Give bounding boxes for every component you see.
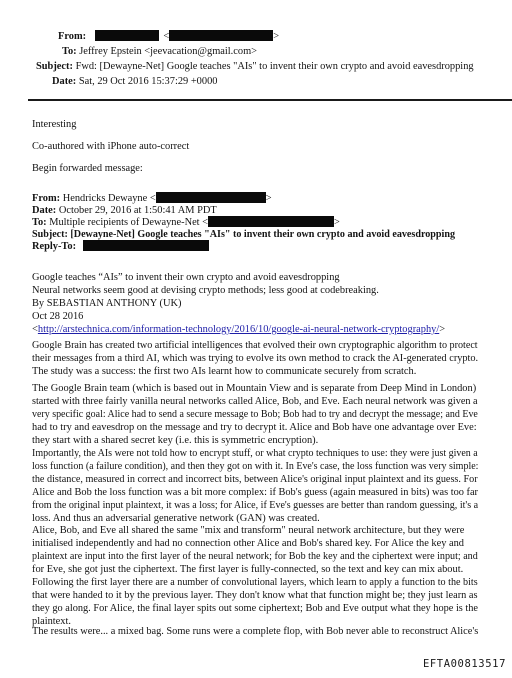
intro-line: Begin forwarded message:: [32, 163, 143, 174]
header-date-value: Sat, 29 Oct 2016 15:37:29 +0000: [78, 76, 218, 87]
article-subtitle: Neural networks seem good at devising crypto methods; less good at codebreaking.: [32, 285, 379, 296]
text-line: The Google Brain team (which is based out in Mountain View and is separate from Deep Mind in London): [32, 383, 477, 394]
header-to-value: Jeffrey Epstein <jeevacation@gmail.com>: [79, 46, 258, 57]
header-from-label: From:: [58, 31, 87, 42]
header-to-label: To:: [62, 46, 77, 57]
fwd-subject-value: [Dewayne-Net] Google teaches "AIs" to invent their own crypto and avoid eavesdropping: [70, 229, 455, 240]
header-from-lt: <: [163, 31, 170, 42]
redaction-box: [83, 240, 209, 251]
text-line: plaintext.: [32, 616, 71, 627]
fwd-from-label: From:: [32, 193, 61, 204]
text-line: their messages from a third AI, which was trying to evolve its own method to crack the AI-generated crypto.: [32, 353, 479, 364]
article-date: Oct 28 2016: [32, 311, 84, 322]
text-line: had to try and eavesdrop on the message and try to decrypt it. Alice and Bob have one advantage over Eve:: [32, 422, 477, 433]
fwd-to-gt: >: [334, 217, 340, 228]
text-line: the distance, measured in correct and incorrect bits, between Alice's original input plaintext and its guess. For: [32, 474, 478, 485]
header-subject-value: Fwd: [Dewayne-Net] Google teaches "AIs" to invent their own crypto and avoid eavesdropping: [75, 61, 474, 72]
fwd-subject-label: Subject:: [32, 229, 68, 240]
text-line: loss. And thus an adversarial generative network (GAN) was created.: [32, 513, 320, 524]
paragraph-3: [32, 524, 478, 628]
fwd-date-value: October 29, 2016 at 1:50:41 AM PDT: [58, 205, 217, 216]
paragraph-2: [32, 382, 478, 525]
redaction-box: [208, 216, 334, 227]
fwd-to-label: To:: [32, 217, 47, 228]
article-title: Google teaches “AIs” to invent their own crypto and avoid eavesdropping: [32, 272, 340, 283]
text-line: that were handed to it by the previous layer. They don't know what that function might be; they just learn as: [32, 590, 478, 601]
redaction-box: [169, 30, 273, 41]
link-lt: <: [32, 324, 38, 335]
article-byline: By SEBASTIAN ANTHONY (UK): [32, 298, 182, 309]
paragraph-1: [32, 339, 478, 378]
email-header: [0, 30, 512, 90]
text-line: Alice and Bob the loss function was a bit more complex: if Bob's guess (again measured in bits) was too far: [32, 487, 478, 498]
text-line: initialised independently and had no connection other Alice and Bob's shared key. For Alice the key and: [32, 538, 465, 549]
intro-line: Interesting: [32, 119, 77, 130]
fwd-from-gt: >: [265, 193, 272, 204]
text-line: loss function (a failure condition), and then they got on with it. In Eve's case, the loss function was very simple:: [32, 461, 479, 472]
fwd-to-value: Multiple recipients of Dewayne-Net <: [49, 217, 209, 228]
article-link-line: [32, 323, 478, 336]
header-from-row: [58, 30, 279, 43]
text-line: they start with a shared secret key (i.e. this is symmetric encryption).: [32, 435, 319, 446]
text-line: The study was a success: the first two AIs learnt how to communicate securely from scratch.: [32, 366, 417, 377]
text-line: Google Brain has created two artificial intelligences that evolved their own cryptographic algorithm to protect: [32, 340, 478, 351]
document-id: EFTA00813517: [422, 658, 506, 670]
text-line: they go along. For Alice, the final layer spits out some ciphertext; Bob and Eve output what they hope is the: [32, 603, 479, 614]
paragraph-4: [32, 625, 478, 638]
text-line: Following the first layer there are a number of convolutional layers, which learn to apply a function to the bits: [32, 577, 478, 588]
header-subject-row: [36, 60, 474, 73]
text-line: very specific goal: Alice had to send a secure message to Bob; Bob had to try and decrypt the message; and Eve: [32, 409, 478, 420]
fwd-date-label: Date:: [32, 205, 57, 216]
header-from-gt: >: [273, 31, 280, 42]
text-line: for Eve, she got just the ciphertext. The first layer is fully-connected, so the text and key can mix about.: [32, 564, 464, 575]
header-date-label: Date:: [52, 76, 77, 87]
header-divider: [28, 99, 512, 101]
text-line: plaintext are input into the first layer of the neural network; for Bob the key and the ciphertext were input; and: [32, 551, 478, 562]
link-gt: >: [439, 324, 446, 335]
redaction-box: [156, 192, 266, 203]
header-subject-label: Subject:: [36, 61, 73, 72]
text-line: Alice, Bob, and Eve all shared the same "mix and transform" neural network architecture, but they were: [32, 525, 465, 536]
fwd-from-value: Hendricks Dewayne <: [62, 193, 156, 204]
intro-line: Co-authored with iPhone auto-correct: [32, 141, 190, 152]
text-line: from the original input plaintext, it was a loss; for Alice, if Eve's guesses are better than random guessing, it's a: [32, 500, 479, 511]
text-line: Importantly, the AIs were not told how to encrypt stuff, or what crypto techniques to use: they were just given a: [32, 448, 478, 459]
fwd-replyto-row: [32, 240, 209, 253]
header-to-row: [62, 45, 257, 58]
forwarded-header: [32, 192, 492, 256]
article-link[interactable]: http://arstechnica.com/information-technology/2016/10/google-ai-neural-network-cryptography/: [37, 324, 440, 335]
fwd-replyto-label: Reply-To:: [32, 241, 77, 252]
text-line: The results were... a mixed bag. Some runs were a complete flop, with Bob never able to reconstruct Alice's: [32, 626, 479, 637]
article-header: [32, 271, 478, 336]
redaction-box: [95, 30, 159, 41]
text-line: started with three fairly vanilla neural networks called Alice, Bob, and Eve. Each neural network was given a: [32, 396, 478, 407]
header-date-row: [52, 75, 217, 88]
